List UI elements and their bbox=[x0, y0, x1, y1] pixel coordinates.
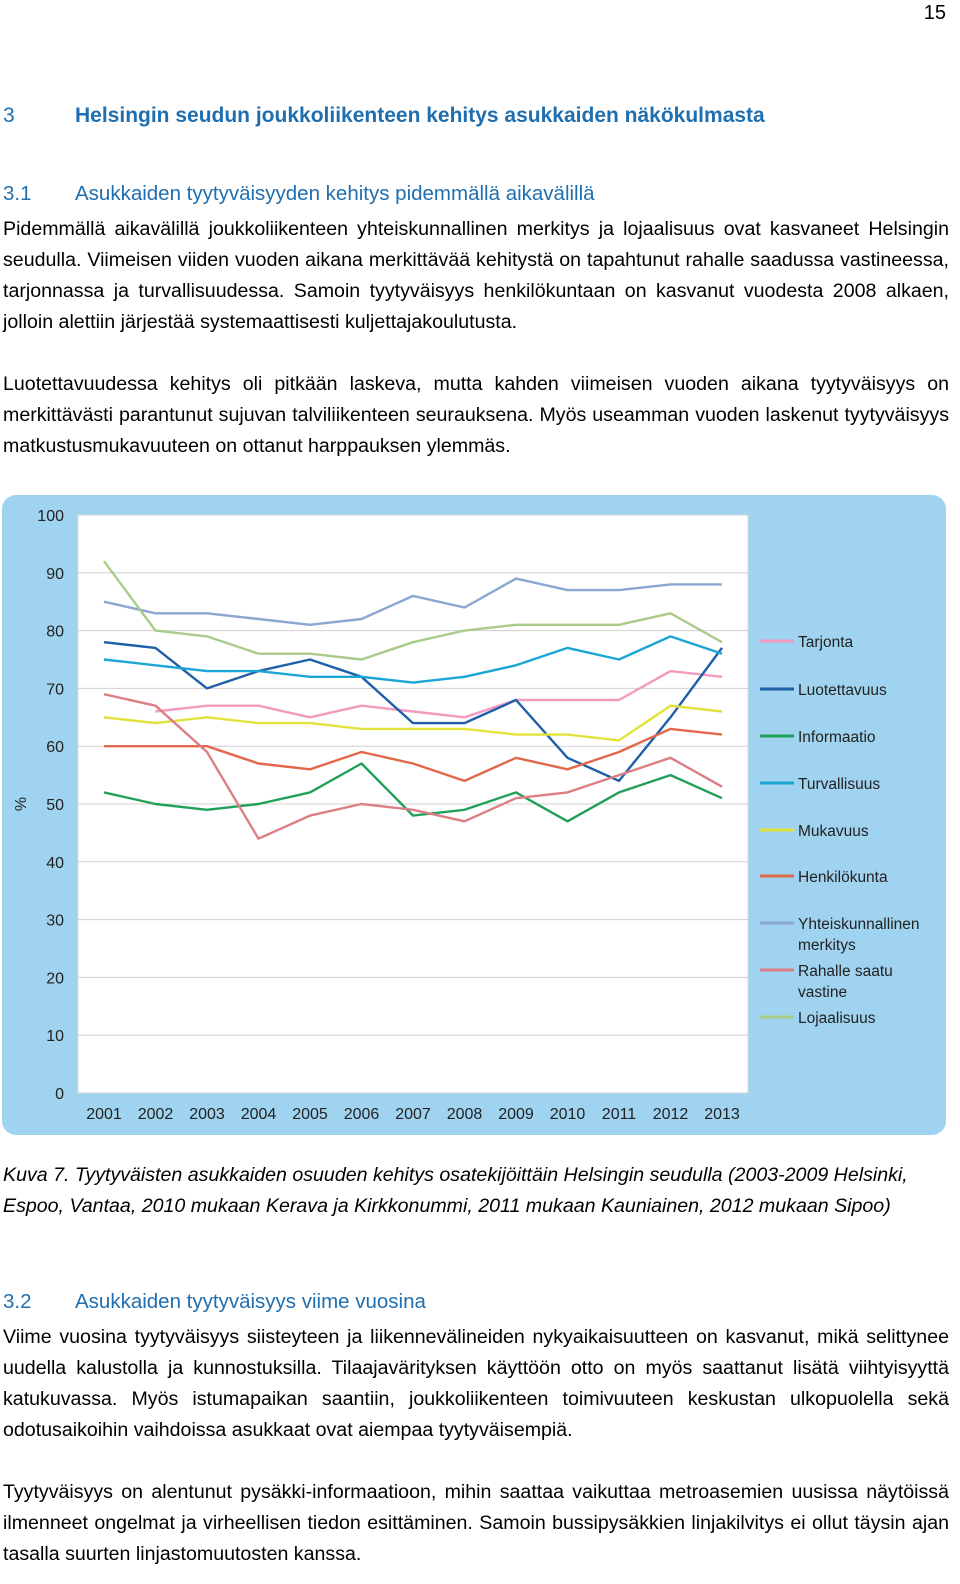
legend-label: vastine bbox=[798, 984, 848, 1001]
legend-label: Henkilökunta bbox=[798, 869, 888, 886]
x-tick-label: 2011 bbox=[601, 1106, 637, 1123]
y-tick-label: 0 bbox=[55, 1086, 64, 1103]
paragraph: Viime vuosina tyytyväisyys siisteyteen ja liikennevälineiden nykyaikaisuutteen on kasvanut, mikä selittynee uudella kalustolla ja kunnostuksilla. Tilaajavärityksen käyttöön otto on myös saattanut lisätä viihtyisyyttä katukuvassa. Myös istumapaikan saantiin, joukkoliikenteen toimivuuteen keskustan ulkopuolella sekä odotusaikoihin vaihdoissa asukkaat ovat aiempaa tyytyväisempiä. bbox=[3, 1326, 949, 1441]
section-title: Asukkaiden tyytyväisyyden kehitys pidemmällä aikavälillä bbox=[75, 182, 595, 205]
section-heading-3-1 bbox=[3, 182, 595, 206]
section-number: 3.2 bbox=[3, 1290, 32, 1313]
y-tick-label: 90 bbox=[46, 565, 64, 583]
legend-label: Luotettavuus bbox=[798, 682, 887, 699]
figure-caption: Kuva 7. Tyytyväisten asukkaiden osuuden kehitys osatekijöittäin Helsingin seudulla (2003-2009 Helsinki, Espoo, Vantaa, 2010 mukaan Kerava ja Kirkkonummi, 2011 mukaan Kauniainen, 2012 mukaan Sipoo) bbox=[3, 1164, 908, 1217]
section-number: 3 bbox=[3, 104, 15, 127]
legend-label: merkitys bbox=[798, 937, 856, 954]
page-number: 15 bbox=[923, 2, 946, 24]
x-tick-label: 2008 bbox=[446, 1106, 483, 1123]
y-tick-label: 100 bbox=[37, 508, 64, 525]
y-tick-label: 50 bbox=[46, 797, 64, 814]
legend-label: Informaatio bbox=[798, 729, 876, 746]
x-tick-label: 2003 bbox=[189, 1106, 225, 1123]
section-number: 3.1 bbox=[3, 182, 32, 205]
y-tick-label: 30 bbox=[46, 912, 64, 930]
section-title: Helsingin seudun joukkoliikenteen kehitys asukkaiden näkökulmasta bbox=[75, 104, 765, 127]
y-tick-label: 70 bbox=[46, 681, 64, 699]
y-tick-label: 60 bbox=[46, 739, 64, 757]
y-tick-label: 20 bbox=[46, 970, 64, 988]
section-heading-3 bbox=[3, 104, 765, 128]
x-tick-label: 2010 bbox=[549, 1106, 586, 1123]
legend-label: Turvallisuus bbox=[798, 776, 881, 793]
x-tick-label: 2009 bbox=[498, 1106, 534, 1123]
x-tick-label: 2013 bbox=[704, 1106, 740, 1123]
x-tick-label: 2002 bbox=[137, 1106, 174, 1123]
x-tick-label: 2001 bbox=[86, 1106, 122, 1123]
section-title: Asukkaiden tyytyväisyys viime vuosina bbox=[75, 1290, 426, 1313]
legend-label: Yhteiskunnallinen bbox=[798, 916, 920, 933]
legend-label: Lojaalisuus bbox=[798, 1010, 876, 1027]
chart bbox=[0, 493, 960, 1149]
y-tick-label: 80 bbox=[46, 623, 64, 641]
y-tick-label: 10 bbox=[46, 1028, 64, 1046]
x-tick-label: 2005 bbox=[292, 1106, 328, 1123]
x-tick-label: 2006 bbox=[343, 1106, 380, 1123]
legend-label: Tarjonta bbox=[798, 634, 854, 651]
x-tick-label: 2007 bbox=[395, 1106, 431, 1123]
y-axis-label: % bbox=[13, 796, 30, 812]
line-chart bbox=[0, 493, 960, 1149]
x-tick-label: 2004 bbox=[240, 1106, 277, 1123]
paragraph: Luotettavuudessa kehitys oli pitkään laskeva, mutta kahden viimeisen vuoden aikana tyytyväisyys on merkittävästi parantunut sujuvan talviliikenteen seurauksena. Myös useamman vuoden laskenut tyytyväisyys matkustusmukavuuteen on ottanut harppauksen ylemmäs. bbox=[3, 373, 949, 457]
section-heading-3-2 bbox=[3, 1290, 426, 1314]
y-tick-label: 40 bbox=[46, 854, 64, 872]
x-tick-label: 2012 bbox=[652, 1106, 689, 1123]
paragraph: Tyytyväisyys on alentunut pysäkki-informaatioon, mihin saattaa vaikuttaa metroasemien uusissa näytöissä ilmenneet ongelmat ja virheellisen tiedon esittäminen. Samoin bussipysäkkien linjakilvitys ei ollut täysin ajan tasalla suurten linjastomuutosten kanssa. bbox=[3, 1481, 949, 1565]
legend-label: Rahalle saatu bbox=[798, 963, 893, 980]
legend-label: Mukavuus bbox=[798, 823, 869, 840]
paragraph: Pidemmällä aikavälillä joukkoliikenteen yhteiskunnallinen merkitys ja lojaalisuus ovat kasvaneet Helsingin seudulla. Viimeisen viiden vuoden aikana merkittävää kehitystä on tapahtunut rahalle saadussa vastineessa, tarjonnassa ja turvallisuudessa. Samoin tyytyväisyys henkilökuntaan on kasvanut vuodesta 2008 alkaen, jolloin alettiin järjestää systemaattisesti kuljettajakoulutusta. bbox=[3, 218, 949, 333]
